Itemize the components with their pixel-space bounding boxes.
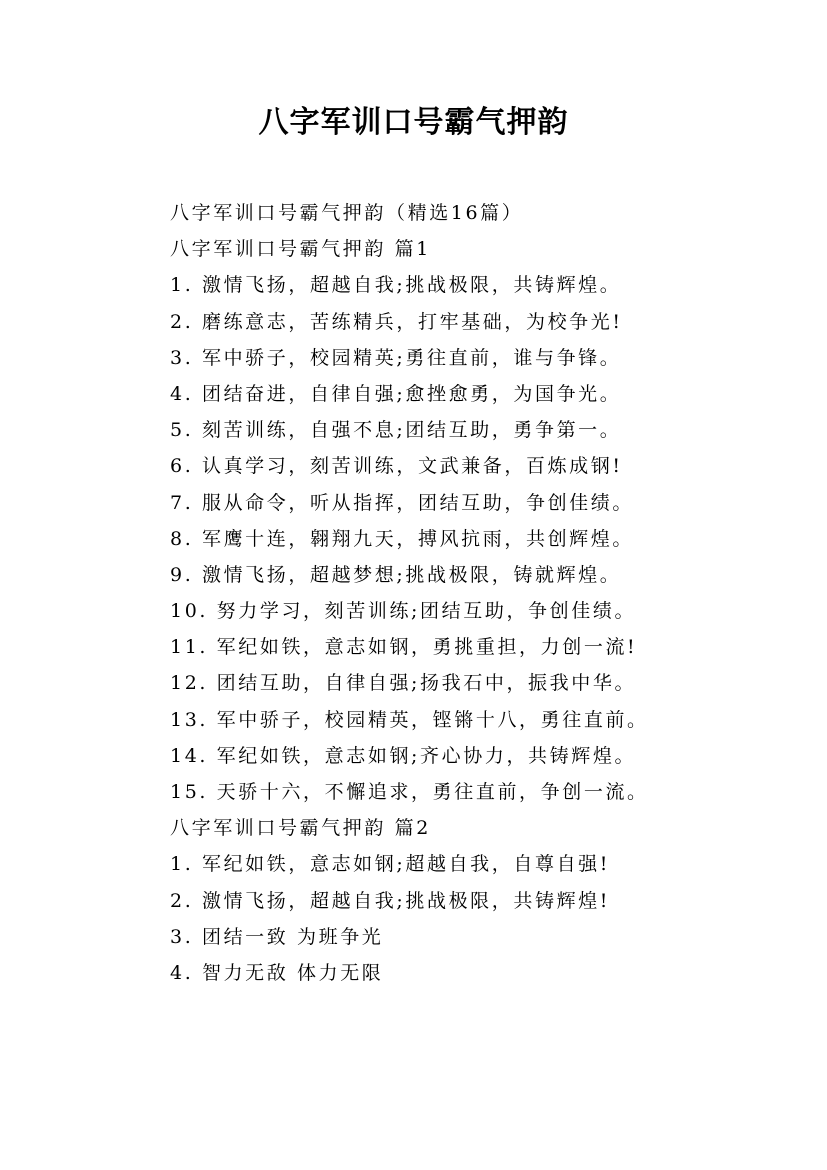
slogan-item: 14. 军纪如铁，意志如钢;齐心协力，共铸辉煌。 — [170, 744, 637, 767]
section-heading: 八字军训口号霸气押韵 篇1 — [170, 238, 431, 261]
slogan-item: 4. 团结奋进，自律自强;愈挫愈勇，为国争光。 — [170, 382, 622, 405]
document-body — [170, 195, 810, 991]
slogan-item: 11. 军纪如铁，意志如钢，勇挑重担，力创一流! — [170, 636, 638, 659]
slogan-item: 10. 努力学习，刻苦训练;团结互助，争创佳绩。 — [170, 600, 637, 623]
slogan-item: 15. 天骄十六，不懈追求，勇往直前，争创一流。 — [170, 781, 649, 803]
document-title: 八字军训口号霸气押韵 — [258, 105, 569, 140]
slogan-item: 5. 刻苦训练，自强不息;团结互助，勇争第一。 — [170, 419, 622, 442]
slogan-item: 2. 磨练意志，苦练精兵，打牢基础，为校争光! — [170, 310, 623, 333]
slogan-item: 2. 激情飞扬，超越自我;挑战极限，共铸辉煌! — [170, 889, 611, 912]
slogan-item: 9. 激情飞扬，超越梦想;挑战极限，铸就辉煌。 — [170, 563, 622, 586]
slogan-item: 4. 智力无敌 体力无限 — [170, 961, 384, 984]
slogan-item: 8. 军鹰十连，翱翔九天，搏风抗雨，共创辉煌。 — [170, 527, 634, 550]
slogan-item: 6. 认真学习，刻苦训练，文武兼备，百炼成钢! — [170, 455, 623, 478]
slogan-item: 3. 军中骄子，校园精英;勇往直前，谁与争锋。 — [170, 346, 622, 369]
document-intro: 八字军训口号霸气押韵（精选16篇） — [170, 202, 524, 224]
slogan-item: 7. 服从命令，听从指挥，团结互助，争创佳绩。 — [170, 491, 634, 514]
section-heading: 八字军训口号霸气押韵 篇2 — [170, 817, 431, 840]
slogan-item: 12. 团结互助，自律自强;扬我石中，振我中华。 — [170, 672, 637, 695]
slogan-item: 13. 军中骄子，校园精英，铿锵十八，勇往直前。 — [170, 708, 649, 731]
slogan-item: 1. 军纪如铁，意志如钢;超越自我，自尊自强! — [170, 853, 611, 876]
slogan-item: 3. 团结一致 为班争光 — [170, 925, 384, 948]
slogan-item: 1. 激情飞扬，超越自我;挑战极限，共铸辉煌。 — [170, 274, 622, 297]
